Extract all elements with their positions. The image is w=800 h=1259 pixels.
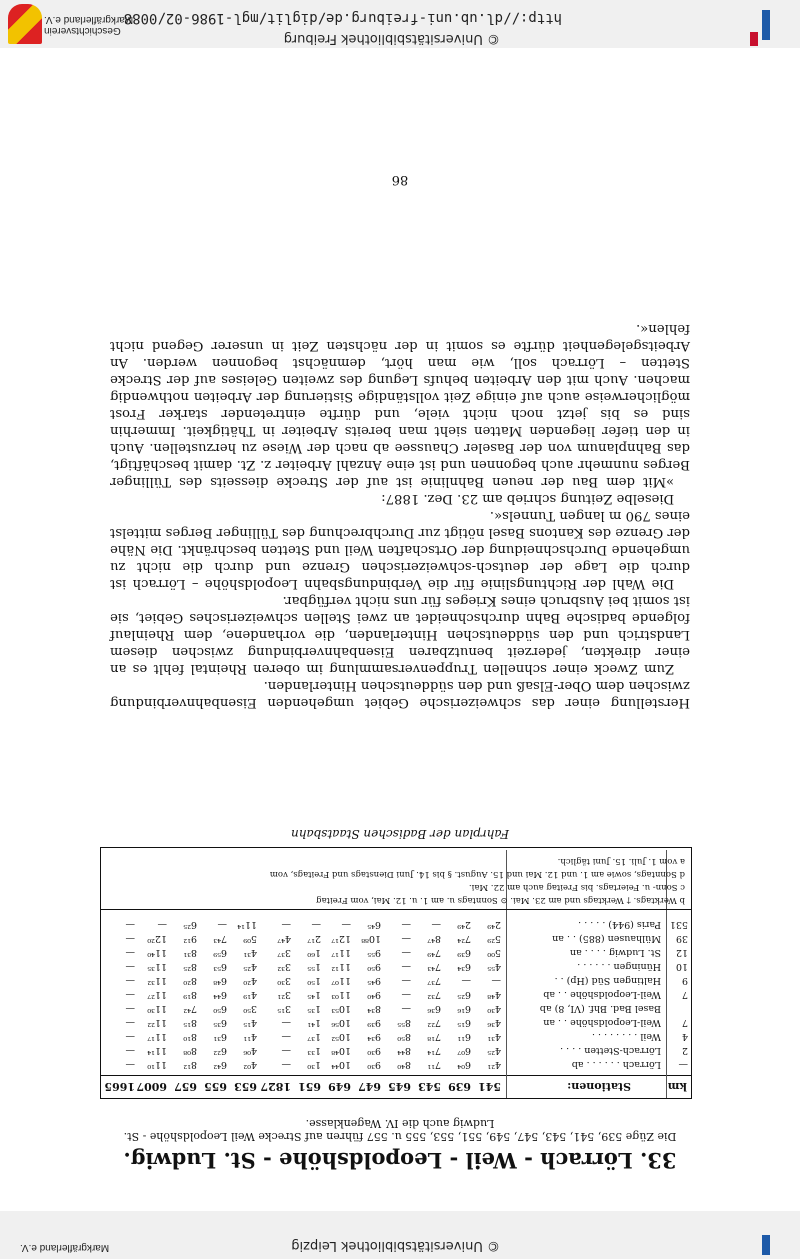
- table-row: [101, 959, 691, 972]
- time-cell: 3¹⁵: [277, 1003, 291, 1014]
- time-cell: 7⁴³: [427, 961, 441, 972]
- timetable-caption: Fahrplan der Badischen Staatsbahn: [290, 827, 510, 841]
- time-cell: 2¹⁷: [307, 933, 321, 944]
- time-cell: 4⁰⁶: [243, 1045, 257, 1056]
- time-cell: —: [401, 961, 411, 972]
- time-cell: 7¹⁴: [427, 1045, 441, 1056]
- time-cell: 11¹⁷: [331, 947, 351, 958]
- row-station: Weil . . . . . . . .: [591, 1031, 661, 1042]
- time-cell: 9³⁰: [367, 1059, 381, 1070]
- time-cell: 9³⁴: [367, 1031, 381, 1042]
- time-cell: 7¹⁸: [427, 1031, 441, 1042]
- time-cell: 8¹⁰: [183, 1031, 197, 1042]
- row-km: 531: [669, 919, 688, 930]
- association-name-bottom: Markgräflerland e.V.: [20, 1242, 110, 1253]
- time-cell: —: [431, 919, 441, 930]
- row-station: Basel Bad. Bhf. (VI, 8) ab: [539, 1003, 661, 1014]
- time-cell: —: [281, 1031, 291, 1042]
- time-cell: 11³⁵: [147, 961, 167, 972]
- time-cell: —: [125, 919, 135, 930]
- table-row: [101, 1029, 691, 1042]
- time-cell: 6⁴⁸: [213, 975, 227, 986]
- time-cell: 6⁴²: [213, 1059, 227, 1070]
- time-cell: 3³⁰: [277, 975, 291, 986]
- time-cell: —: [491, 975, 501, 986]
- row-station: Haltingen Süd (Hp) . .: [554, 975, 661, 986]
- time-cell: 7⁴³: [213, 933, 227, 944]
- time-cell: 6²²: [213, 1045, 227, 1056]
- timetable-header: [101, 1075, 691, 1098]
- time-cell: 11²⁷: [147, 989, 167, 1000]
- train-number: 6007: [136, 1080, 167, 1093]
- library-credit: © Universitätsbibliothek Freiburg: [283, 31, 500, 46]
- time-cell: —: [281, 1017, 291, 1028]
- table-row: [101, 987, 691, 1000]
- table-row: [101, 917, 691, 930]
- row-station: Lörrach-Stetten . . . .: [560, 1045, 661, 1056]
- time-cell: 11²²: [147, 1017, 167, 1028]
- time-cell: 6¹⁵: [457, 1017, 471, 1028]
- time-cell: 6⁵⁰: [213, 1003, 227, 1014]
- time-cell: —: [401, 919, 411, 930]
- body-text: [110, 320, 690, 711]
- page-number: 86: [391, 172, 409, 187]
- time-cell: 8⁰⁸: [183, 1045, 197, 1056]
- train-number: 653: [234, 1080, 257, 1093]
- row-km: 10: [675, 961, 688, 972]
- timetable-subtitle: Die Züge 539, 541, 543, 547, 549, 551, 553, 555 u. 557 führen auf Strecke Weil Leopoldshöhe - St. Ludwig auch die IV. Wagenklasse.: [123, 1117, 677, 1143]
- time-cell: 11⁰⁷: [331, 975, 351, 986]
- time-cell: 4³¹: [243, 947, 257, 958]
- paragraph: Die Wahl der Richtungslinie für die Verbindungsbahn Leopoldshöhe – Lörrach ist durch die Lage der deutsch-schweizerischen Grenze und durch die nicht zu umgehende Durchschneidung der Ortschaften Weil und Stetten beschränkt. Die Nähe der Grenze des Kantons Basel nötigt zur Durchbrechung des Tüllinger Berges mittelst eines 790 m langen Tunnels«.: [110, 508, 690, 591]
- time-cell: —: [125, 1003, 135, 1014]
- association-crest-icon: [8, 4, 42, 44]
- row-station: Mülhausen (885) . . an: [552, 933, 661, 944]
- time-cell: —: [281, 919, 291, 930]
- time-cell: —: [125, 1017, 135, 1028]
- time-cell: 11³²: [147, 975, 167, 986]
- train-number: 543: [418, 1080, 441, 1093]
- time-cell: 8³¹: [183, 947, 197, 958]
- paragraph: Dieselbe Zeitung schrieb am 23. Dez. 1887:: [381, 491, 675, 506]
- time-cell: —: [401, 1003, 411, 1014]
- train-number: 1665: [104, 1080, 135, 1093]
- time-cell: 3⁵⁰: [243, 1003, 257, 1014]
- time-cell: 6⁰⁷: [457, 1045, 471, 1056]
- timetable-title: 33. Lörrach - Weil - Leopoldshöhe - St. Ludwig.: [123, 1148, 677, 1173]
- time-cell: 6¹¹: [457, 1031, 471, 1042]
- time-cell: 1⁶⁰: [307, 947, 321, 958]
- viewer-top-band: [0, 0, 800, 48]
- time-cell: —: [125, 933, 135, 944]
- time-cell: 6³¹: [213, 1031, 227, 1042]
- time-cell: 10⁴⁸: [331, 1045, 351, 1056]
- time-cell: 8⁴⁴: [397, 1045, 411, 1056]
- time-cell: 4⁴⁷: [277, 933, 291, 944]
- time-cell: 9⁵⁵: [367, 947, 381, 958]
- time-cell: 9⁴⁰: [367, 989, 381, 1000]
- time-cell: 4¹⁹: [243, 989, 257, 1000]
- time-cell: —: [217, 919, 227, 930]
- time-cell: 6⁰⁴: [457, 1059, 471, 1070]
- table-row: [101, 1015, 691, 1028]
- time-cell: 1³⁵: [307, 1003, 321, 1014]
- time-cell: 4⁴⁸: [487, 989, 501, 1000]
- timetable-note: d Sonntags, sowie am 1. und 12. Mai und 15. August. § bis 14. Juni Dienstags und Freitags, vom: [269, 869, 685, 879]
- time-cell: 9⁵⁰: [367, 961, 381, 972]
- time-cell: 10⁵²: [331, 1031, 351, 1042]
- time-cell: 8¹⁵: [183, 1017, 197, 1028]
- time-cell: 2⁴⁹: [457, 919, 471, 930]
- timetable-notes: [101, 849, 691, 910]
- row-station: St. Ludwig . . . . an: [569, 947, 661, 958]
- time-cell: —: [125, 1059, 135, 1070]
- row-km: 9: [681, 975, 688, 986]
- time-cell: 8¹⁹: [183, 989, 197, 1000]
- time-cell: 8³⁴: [367, 1003, 381, 1014]
- time-cell: 6⁵³: [213, 961, 227, 972]
- time-cell: 3²¹: [277, 989, 291, 1000]
- time-cell: —: [125, 975, 135, 986]
- time-cell: 6²⁵: [457, 989, 471, 1000]
- time-cell: —: [281, 1045, 291, 1056]
- row-km: 12: [675, 947, 688, 958]
- time-cell: —: [125, 961, 135, 972]
- time-cell: 11¹⁰: [147, 1059, 167, 1070]
- timetable-note: c Sonn- u. Feiertags. bis Freitag auch am 22. Mai.: [468, 882, 685, 892]
- time-cell: 6³⁶: [427, 1003, 441, 1014]
- time-cell: —: [125, 1045, 135, 1056]
- table-row: [101, 1043, 691, 1056]
- time-cell: 1³⁰: [307, 1059, 321, 1070]
- time-cell: 4³¹: [487, 1031, 501, 1042]
- time-cell: 3³⁷: [277, 947, 291, 958]
- row-station: Weil-Leopoldshöhe . . an: [543, 1017, 661, 1028]
- timetable-note: a vom 1. Juli. 15. Juni täglich.: [557, 856, 685, 866]
- time-cell: —: [401, 989, 411, 1000]
- time-cell: 1⁴⁵: [307, 989, 321, 1000]
- time-cell: 11⁰³: [331, 989, 351, 1000]
- library-logo-accent-icon: [750, 32, 758, 46]
- time-cell: 11¹⁷: [147, 1031, 167, 1042]
- time-cell: 11¹⁴: [237, 919, 257, 930]
- time-cell: 9³⁰: [367, 1045, 381, 1056]
- time-cell: 6⁴⁵: [367, 919, 381, 930]
- time-cell: 4²⁰: [243, 975, 257, 986]
- time-cell: 6³⁵: [213, 1017, 227, 1028]
- time-cell: 12²⁰: [147, 933, 167, 944]
- time-cell: 4²⁵: [487, 1045, 501, 1056]
- time-cell: 1³⁷: [307, 1031, 321, 1042]
- train-number: 649: [328, 1080, 351, 1093]
- time-cell: 8⁴⁰: [397, 1059, 411, 1070]
- row-km: 7: [681, 989, 688, 1000]
- time-cell: 6⁴⁴: [213, 989, 227, 1000]
- train-number: 655: [204, 1080, 227, 1093]
- paragraph: Zum Zweck einer schnellen Truppenversammlung im oberen Rheintal fehlt es an einer direkten, jederzeit benutzbaren Eisenbahnverbindung zwischen diesem Landstrich und den süddeutschen Hinterlanden, die vorhandene, dem Rheinlauf folgende badische Bahn durchschneidet an zwei Stellen schweizerisches Gebiet, sie ist somit bei Ausbruch eines Krieges für uns nicht verfügbar.: [110, 593, 690, 676]
- time-cell: 5²⁹: [487, 933, 501, 944]
- row-km: 4: [681, 1031, 688, 1042]
- viewer-bottom-band: [0, 1211, 800, 1259]
- source-url-link[interactable]: http://dl.ub.uni-freiburg.de/diglit/mgl-1986-02/0088: [123, 10, 562, 26]
- row-km: 39: [675, 933, 688, 944]
- time-cell: 4³⁶: [487, 1017, 501, 1028]
- time-cell: 6²⁵: [183, 919, 197, 930]
- time-cell: 4²⁵: [243, 961, 257, 972]
- row-station: Lörrach . . . . . . ab: [571, 1059, 661, 1070]
- timetable-note: b Werktags. † Werktags und am 23. Mai. ⊙ Sonntags u. am 1. u. 12. Mai, vom Freitag: [316, 895, 685, 905]
- time-cell: 1⁴¹: [307, 1017, 321, 1028]
- train-number: 647: [358, 1080, 381, 1093]
- library-logo-bottom-icon: [762, 1235, 770, 1255]
- train-number: 1827: [260, 1080, 291, 1093]
- time-cell: —: [401, 975, 411, 986]
- time-cell: —: [401, 933, 411, 944]
- time-cell: 4⁰²: [243, 1059, 257, 1070]
- row-station: Paris (944) . . . . .: [578, 919, 661, 930]
- association-name: Geschichtsverein Markgräflerland e.V.: [44, 14, 134, 36]
- time-cell: 11¹⁴: [147, 1045, 167, 1056]
- time-cell: —: [125, 1031, 135, 1042]
- train-number: 645: [388, 1080, 411, 1093]
- time-cell: 12¹⁷: [331, 933, 351, 944]
- time-cell: —: [401, 947, 411, 958]
- header-stations: Stationen:: [567, 1080, 631, 1093]
- time-cell: 7³²: [427, 989, 441, 1000]
- table-row: [101, 1001, 691, 1014]
- time-cell: 4¹¹: [243, 1031, 257, 1042]
- time-cell: 6¹⁶: [457, 1003, 471, 1014]
- time-cell: 1⁵⁵: [307, 961, 321, 972]
- time-cell: 11³⁰: [147, 1003, 167, 1014]
- library-credit-bottom: © Universitätsbibliothek Leipzig: [291, 1238, 500, 1253]
- time-cell: —: [157, 919, 167, 930]
- time-cell: 8⁴⁷: [427, 933, 441, 944]
- row-station: Hüningen . . . . . .: [577, 961, 661, 972]
- time-cell: 4³⁰: [487, 1003, 501, 1014]
- paragraph: Herstellung einer das schweizerische Gebiet umgehenden Eisenbahnverbindung zwischen dem Ober-Elsaß und den süddeutschen Hinterlanden.: [110, 678, 690, 710]
- time-cell: 9³⁹: [367, 1017, 381, 1028]
- time-cell: 7²⁴: [457, 933, 471, 944]
- time-cell: 8²⁵: [183, 961, 197, 972]
- time-cell: 10⁴⁴: [331, 1059, 351, 1070]
- time-cell: 6³⁹: [457, 947, 471, 958]
- table-row: [101, 1057, 691, 1070]
- time-cell: 8⁵⁰: [397, 1031, 411, 1042]
- row-station: Weil-Leopoldshöhe . . ab: [543, 989, 661, 1000]
- timetable-table: [100, 847, 692, 1099]
- time-cell: 7⁴²: [183, 1003, 197, 1014]
- time-cell: 5⁰⁹: [243, 933, 257, 944]
- paragraph: »Mit dem Bau der neuen Bahnlinie ist auf der Strecke diesseits des Tüllinger Berges nunmehr auch begonnen und ist eine Anzahl Arbeiter z. Zt. damit beschäftigt, das Bahnplanum von der Baseler Chaussee ab nach der Wiese zu herzustellen. Auch in den tiefer liegenden Matten sieht man bereits Arbeiter in Thätigkeit. Immerhin sind es bis jetzt noch nicht viele, und dürfte eintretender starker Frost möglicherweise auch auf einige Zeit vollständige Sistierung der Arbeiten nothwendig machen. Auch mit den Arbeiten behufs Legung des zweiten Geleises auf der Strecke Stetten – Lörrach soll, wie man hört, demnächst begonnen werden. An Arbeitsgelegenheit dürfte es somit in der nächsten Zeit in unserer Gegend nicht fehlen«.: [110, 321, 690, 489]
- time-cell: 6⁵⁹: [213, 947, 227, 958]
- time-cell: 10⁵³: [331, 1003, 351, 1014]
- time-cell: 6³⁴: [457, 961, 471, 972]
- time-cell: 4⁵⁵: [487, 961, 501, 972]
- time-cell: —: [281, 1059, 291, 1070]
- table-row: [101, 931, 691, 944]
- time-cell: 1⁵⁰: [307, 975, 321, 986]
- table-row: [101, 945, 691, 958]
- time-cell: 4²¹: [487, 1059, 501, 1070]
- time-cell: 5⁰⁰: [487, 947, 501, 958]
- time-cell: —: [311, 919, 321, 930]
- time-cell: 11¹²: [331, 961, 351, 972]
- time-cell: 7³⁷: [427, 975, 441, 986]
- time-cell: 7¹¹: [427, 1059, 441, 1070]
- row-km: —: [678, 1059, 688, 1070]
- time-cell: —: [125, 947, 135, 958]
- header-km: km: [667, 1080, 687, 1093]
- library-logo-icon: [762, 10, 770, 40]
- train-number: 651: [298, 1080, 321, 1093]
- time-cell: —: [125, 989, 135, 1000]
- time-cell: 9¹²: [183, 933, 197, 944]
- row-km: 2: [681, 1045, 688, 1056]
- train-number: 541: [478, 1080, 501, 1093]
- time-cell: 11⁴⁰: [147, 947, 167, 958]
- time-cell: 2⁴⁹: [487, 919, 501, 930]
- time-cell: —: [461, 975, 471, 986]
- train-number: 657: [174, 1080, 197, 1093]
- time-cell: 3³²: [277, 961, 291, 972]
- time-cell: 10⁵⁶: [331, 1017, 351, 1028]
- time-cell: 8¹²: [183, 1059, 197, 1070]
- train-number: 639: [448, 1080, 471, 1093]
- time-cell: 7²²: [427, 1017, 441, 1028]
- time-cell: 10⁸⁸: [361, 933, 381, 944]
- time-cell: —: [341, 919, 351, 930]
- table-row: [101, 973, 691, 986]
- time-cell: 8²⁰: [183, 975, 197, 986]
- time-cell: 9⁴⁵: [367, 975, 381, 986]
- time-cell: 8⁵⁵: [397, 1017, 411, 1028]
- row-km: 7: [681, 1017, 688, 1028]
- time-cell: 1³³: [307, 1045, 321, 1056]
- time-cell: 4¹⁵: [243, 1017, 257, 1028]
- time-cell: 7⁴⁹: [427, 947, 441, 958]
